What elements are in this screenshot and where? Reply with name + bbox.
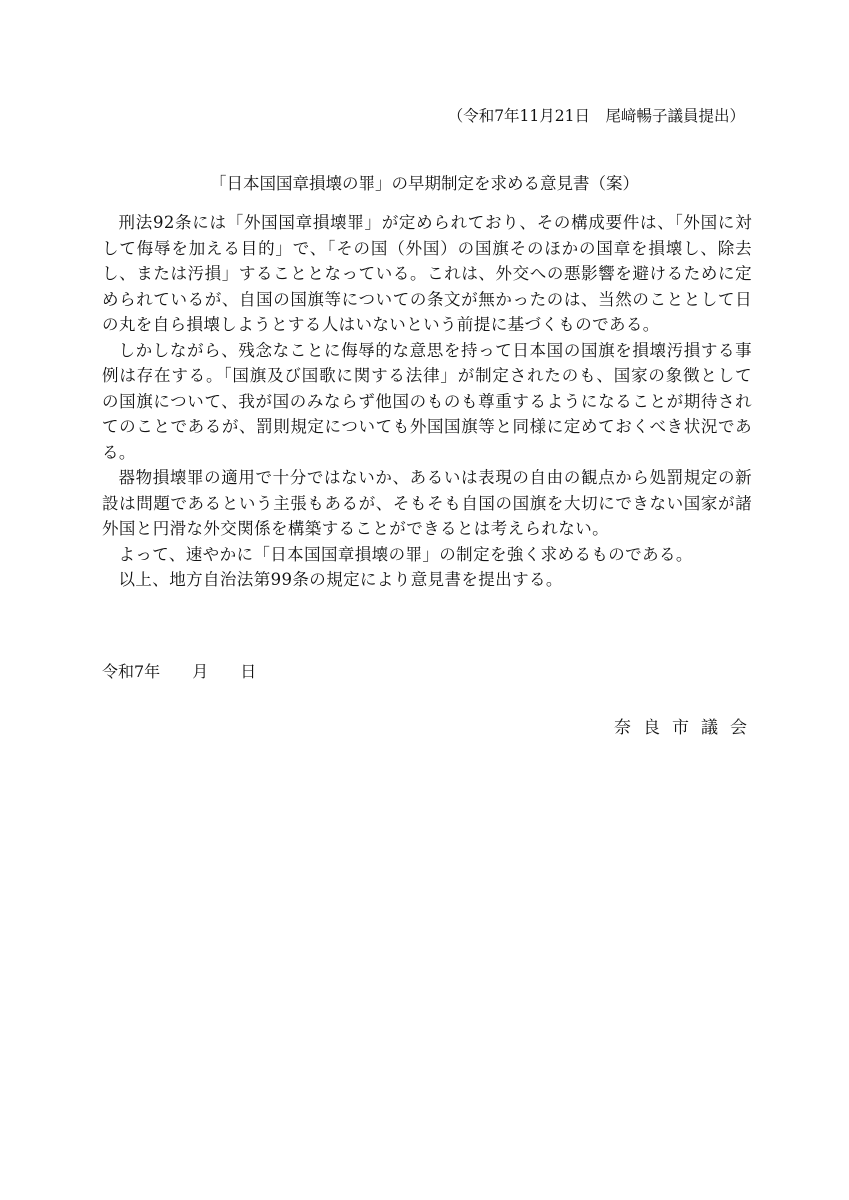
date-day: 日	[240, 662, 257, 681]
date-era-year: 令和7年	[102, 662, 161, 681]
date-month: 月	[192, 662, 209, 681]
paragraph: しかしながら、残念なことに侮辱的な意思を持って日本国の国旗を損壊汚損する事例は存在する。「国旗及び国歌に関する法律」が制定されたのも、国家の象徴としての国旗について、我が国のみならず他国のものも尊重するようになることが期待されてのことであるが、罰則規定についても外国国旗等と同様に定めておくべき状況である。	[102, 340, 752, 462]
council-name: 奈良市議会	[614, 718, 759, 738]
paragraph: 刑法92条には「外国国章損壊罪」が定められており、その構成要件は、「外国に対して侮辱を加える目的」で、「その国（外国）の国旗そのほかの国章を損壊し、除去し、または汚損」することとなっている。これは、外交への悪影響を避けるために定められているが、自国の国旗等についての条文が無かったのは、当然のこととして日の丸を自ら損壊しようとする人はいないという前提に基づくものである。	[102, 213, 752, 334]
document-title: 「日本国国章損壊の罪」の早期制定を求める意見書（案）	[210, 174, 639, 193]
date-line	[102, 660, 256, 684]
document-body	[102, 210, 752, 593]
paragraph: よって、速やかに「日本国国章損壊の罪」の制定を強く求めるものである。	[118, 544, 693, 564]
submitter-line: （令和7年11月21日 尾﨑暢子議員提出）	[447, 107, 745, 125]
paragraph: 器物損壊罪の適用で十分ではないか、あるいは表現の自由の観点から処罰規定の新設は問題であるという主張もあるが、そもそも自国の国旗を大切にできない国家が諸外国と円滑な外交関係を構築することができるとは考えられない。	[102, 468, 752, 538]
paragraph: 以上、地方自治法第99条の規定により意見書を提出する。	[118, 570, 563, 589]
